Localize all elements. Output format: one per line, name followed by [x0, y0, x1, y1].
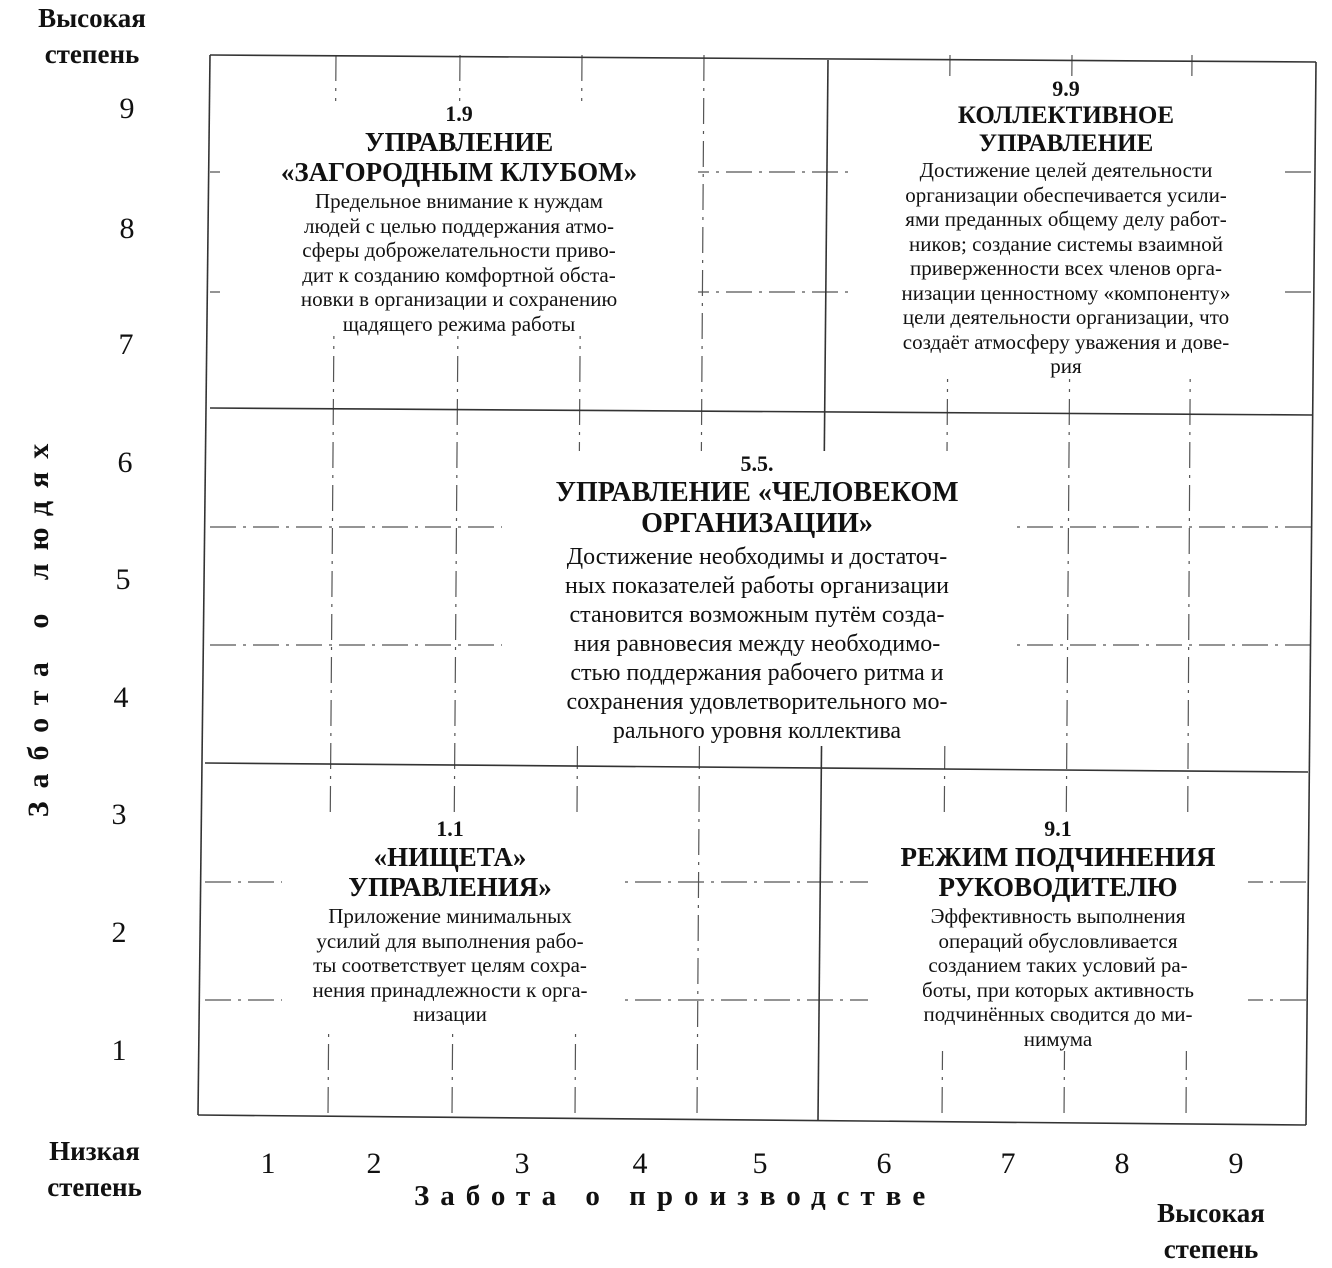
x-tick-label: 2 [366, 1147, 382, 1180]
y-tick-label: 3 [111, 798, 127, 831]
style-desc-line: боты, при которых активность [922, 977, 1194, 1002]
style-desc-line: Достижение целей деятельности [919, 158, 1213, 182]
y-tick-label: 4 [113, 681, 129, 714]
y-tick-label: 6 [117, 446, 133, 479]
x-axis-title: Забота о производстве [414, 1180, 937, 1212]
zone-divider-lower [205, 763, 1308, 772]
style-desc-line: ных показателей работы организации [565, 573, 949, 599]
style-desc-line: ями преданных общему делу работ- [905, 207, 1227, 231]
style-desc-line: новки в организации и сохранению [300, 287, 618, 311]
style-desc-line: Достижение необходимы и достаточ- [566, 544, 948, 570]
x-tick-label: 6 [876, 1147, 892, 1180]
style-desc-line: цели деятельности организации, что [902, 305, 1230, 329]
corner-label-top-left: Высокая степень [38, 3, 146, 69]
style-name-line: УПРАВЛЕНИЕ [978, 130, 1154, 157]
y-tick-label: 7 [118, 328, 134, 361]
style-name-line: РУКОВОДИТЕЛЮ [938, 872, 1178, 902]
style-box-9-9 [850, 76, 1282, 379]
style-desc-line: ников; создание системы взаимной [909, 231, 1223, 256]
y-tick-label: 2 [111, 916, 127, 949]
style-desc-line: рального уровня коллектива [612, 718, 902, 744]
style-box-1-1 [282, 816, 618, 1027]
style-desc-line: рия [1050, 354, 1082, 378]
style-desc-line: стью поддержания рабочего ритма и [570, 660, 944, 686]
style-name-line: РЕЖИМ ПОДЧИНЕНИЯ [900, 842, 1216, 872]
x-tick-label: 9 [1228, 1147, 1244, 1180]
style-name-line: УПРАВЛЕНИЕ «ЧЕЛОВЕКОМ [555, 477, 959, 508]
x-tick-label: 4 [632, 1147, 648, 1180]
style-code: 9.1 [1044, 816, 1072, 841]
y-tick-label: 1 [111, 1034, 127, 1067]
frame-left [198, 55, 210, 1115]
style-code: 1.9 [445, 101, 473, 126]
x-tick-label: 5 [752, 1147, 768, 1180]
style-desc-line: создаёт атмосферу уважения и дове- [902, 329, 1230, 354]
style-desc-line: Эффективность выполнения [930, 904, 1186, 928]
x-tick-label: 8 [1114, 1147, 1130, 1180]
style-desc-line: нения принадлежности к орга- [312, 977, 588, 1002]
style-box-5-5 [502, 451, 1012, 746]
style-name-line: «ЗАГОРОДНЫМ КЛУБОМ» [280, 157, 638, 187]
frame-right [1306, 62, 1316, 1125]
style-desc-line: становится возможным путём созда- [569, 602, 945, 628]
style-code: 9.9 [1052, 76, 1080, 101]
style-code: 1.1 [436, 816, 464, 841]
style-desc-line: сохранения удовлетворительного мо- [566, 689, 948, 715]
style-desc-line: ния равновесия между необходимо- [573, 631, 941, 657]
style-desc-line: усилий для выполнения рабо- [316, 928, 584, 953]
style-desc-line: нимума [1023, 1026, 1093, 1051]
style-desc-line: организации обеспечивается усили- [905, 182, 1227, 207]
style-desc-line: Предельное внимание к нуждам [315, 189, 603, 213]
style-desc-line: людей с целью поддержания атмо- [304, 213, 614, 238]
style-desc-line: приверженности всех членов орга- [910, 256, 1222, 280]
style-desc-line: подчинённых сводится до ми- [923, 1002, 1193, 1026]
style-desc-line: низации [413, 1002, 487, 1026]
y-tick-label: 9 [119, 92, 135, 125]
style-name-line: КОЛЛЕКТИВНОЕ [957, 102, 1175, 129]
style-code: 5.5. [740, 451, 774, 476]
style-desc-line: сферы доброжелательности приво- [302, 238, 616, 262]
style-desc-line: щадящего режима работы [342, 311, 576, 336]
style-desc-line: операций обусловливается [938, 928, 1178, 953]
style-name-line: «НИЩЕТА» [373, 842, 527, 872]
zone-divider-upper [210, 408, 1312, 415]
style-desc-line: созданием таких условий ра- [928, 953, 1188, 977]
x-tick-label: 3 [514, 1147, 530, 1180]
x-tick-label: 7 [1000, 1147, 1016, 1180]
style-desc-line: низации ценностному «компоненту» [901, 280, 1231, 305]
corner-label-bottom-left: Низкая степень [47, 1136, 142, 1202]
style-desc-line: Приложение минимальных [328, 904, 572, 928]
corner-label-bottom-right: Высокая степень [1157, 1198, 1265, 1264]
frame-top [210, 55, 1316, 62]
style-desc-line: дит к созданию комфортной обста- [302, 262, 616, 287]
y-tick-label: 8 [119, 212, 135, 245]
y-tick-label: 5 [115, 563, 131, 596]
style-name-line: ОРГАНИЗАЦИИ» [641, 508, 873, 539]
style-name-line: УПРАВЛЕНИЯ» [348, 872, 552, 902]
style-name-line: УПРАВЛЕНИЕ [364, 127, 554, 157]
x-tick-label: 1 [260, 1147, 276, 1180]
style-desc-line: ты соответствует целям сохра- [313, 953, 587, 977]
frame-bottom [198, 1115, 1306, 1125]
style-box-1-9 [220, 101, 698, 336]
style-box-9-1 [868, 816, 1248, 1051]
